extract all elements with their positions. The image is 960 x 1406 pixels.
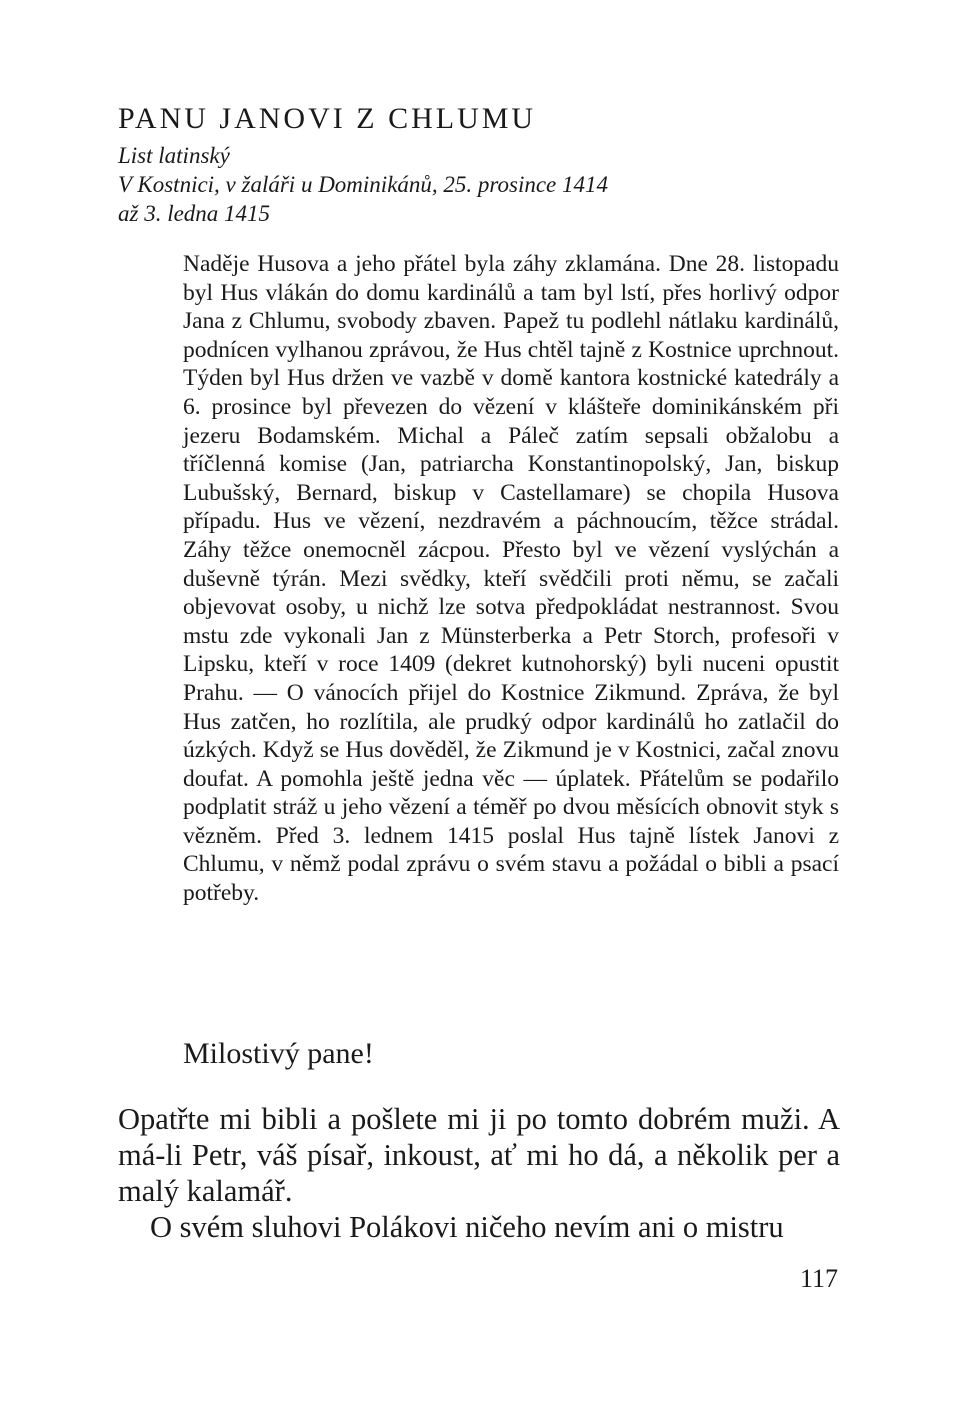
page-number: 117 (799, 1264, 838, 1293)
letter-metadata (118, 141, 838, 228)
letter-place-date: V Kostnici, v žaláři u Dominikánů, 25. prosince 1414 (118, 172, 609, 197)
letter-body (118, 1101, 840, 1245)
letter-salutation: Milostivý pane! (183, 1037, 374, 1070)
chapter-heading: PANU JANOVI Z CHLUMU (118, 102, 537, 135)
letter-date-range: až 3. ledna 1415 (118, 201, 271, 226)
letter-type: List latinský (118, 143, 230, 168)
letter-paragraph: Opatřte mi bibli a pošlete mi ji po tomto dobrém muži. A má-li Petr, váš písař, inkoust, ať mi ho dá, a několik per a malý kalamář. (118, 1102, 840, 1208)
editorial-introduction: Naděje Husova a jeho přátel byla záhy zklamána. Dne 28. listopadu byl Hus vlákán do domu kardinálů a tam byl lstí, přes horlivý odpor Jana z Chlumu, svobody zbaven. Papež tu podlehl nátlaku kardinálů, podnícen vylhanou zprávou, že Hus chtěl tajně z Kostnice uprchnout. Týden byl Hus držen ve vazbě v domě kantora kostnické katedrály a 6. prosince byl převezen do vězení v klášteře dominikánském při jezeru Bodamském. Michal a Páleč zatím sepsali obžalobu a tříčlenná komise (Jan, patriarcha Konstantinopolský, Jan, biskup Lubušský, Bernard, biskup v Castellamare) se chopila Husova případu. Hus ve vězení, nezdravém a páchnoucím, těžce strádal. Záhy těžce onemocněl zácpou. Přesto byl ve vězení vyslýchán a duševně týrán. Mezi svědky, kteří svědčili proti němu, se začali objevovat osoby, u nichž lze sotva předpokládat nestrannost. Svou mstu zde vykonali Jan z Münsterberka a Petr Storch, profesoři v Lipsku, kteří v roce 1409 (dekret kutnohorský) byli nuceni opustit Prahu. — O vánocích přijel do Kostnice Zikmund. Zpráva, že byl Hus zatčen, ho rozlítila, ale prudký odpor kardinálů ho zatlačil do úzkých. Když se Hus dověděl, že Zikmund je v Kostnici, začal znovu doufat. A pomohla ještě jedna věc — úplatek. Přátelům se podařilo podplatit stráž u jeho vězení a téměř po dvou měsících obnovit styk s vězněm. Před 3. lednem 1415 poslal Hus tajně lístek Janovi z Chlumu, v němž podal zprávu o svém stavu a požádal o bibli a psací potřeby. (183, 251, 839, 907)
letter-paragraph: O svém sluhovi Polákovi ničeho nevím ani o mistru (150, 1210, 784, 1244)
